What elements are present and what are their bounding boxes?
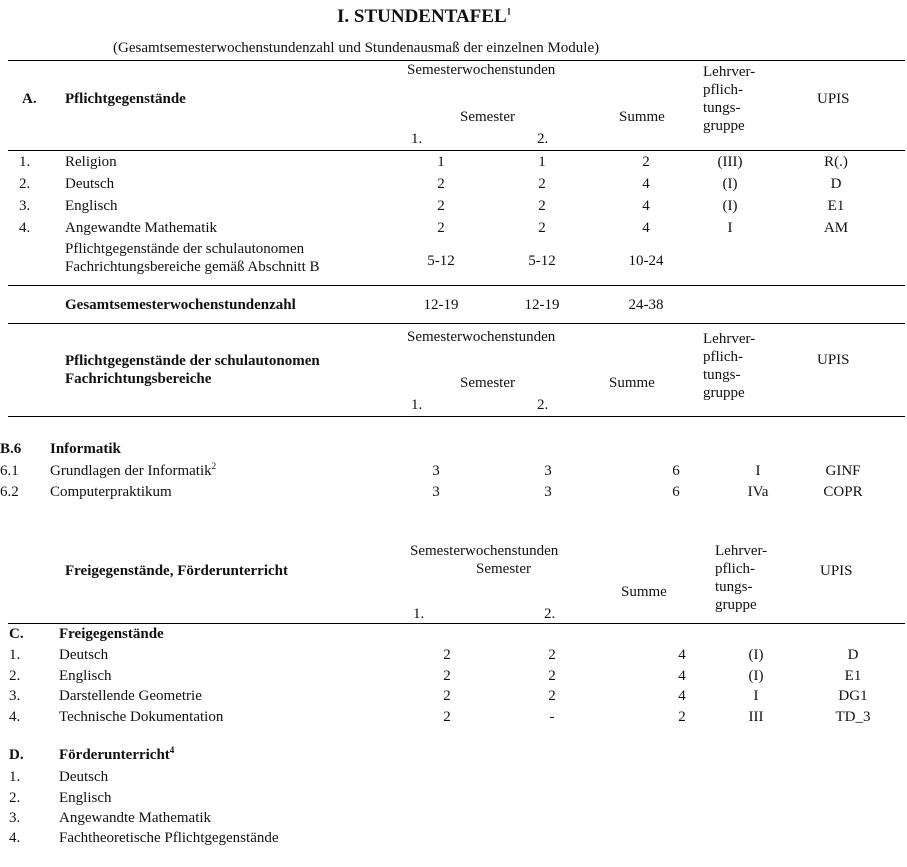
section-b-name: Informatik — [50, 441, 121, 457]
row-num: 2. — [19, 176, 31, 192]
row-name: Englisch — [59, 668, 112, 684]
header-lv-2: pflich- — [703, 82, 743, 98]
header-semester: Semester — [460, 109, 515, 125]
header-lv-1: Lehrver- — [703, 331, 756, 347]
row-upis: E1 — [827, 198, 845, 214]
row-s1: 2 — [443, 668, 451, 684]
header-lv-2: pflich- — [703, 349, 743, 365]
row-lv: (I) — [722, 198, 738, 214]
row-name: Deutsch — [65, 176, 115, 192]
row-num: 4. — [9, 709, 21, 725]
divider — [8, 416, 905, 417]
row-num: 2. — [9, 668, 21, 684]
section-a-title: Pflichtgegenstände — [65, 91, 186, 107]
row-num: 6.2 — [0, 484, 19, 500]
row-s2: 1 — [538, 154, 546, 170]
divider — [8, 285, 905, 286]
row-name: Religion — [65, 154, 117, 170]
item-name: Englisch — [59, 790, 112, 806]
item-num: 2. — [9, 790, 21, 806]
total-s1: 12-19 — [423, 297, 459, 313]
divider — [8, 150, 905, 151]
row-name: Grundlagen der Informatik$^2$ — [50, 461, 217, 479]
row-name: Deutsch — [59, 647, 109, 663]
section-d-title: Förderunterricht$^4$ — [59, 745, 175, 763]
row-sum: 6 — [672, 463, 680, 479]
row-s2: 2 — [538, 176, 546, 192]
header-lv-3: tungs- — [703, 100, 741, 116]
row-s1: 2 — [443, 709, 451, 725]
row-name: Angewandte Mathematik — [65, 220, 218, 236]
row-name-line1: Pflichtgegenstände der schulautonomen — [65, 241, 305, 257]
row-num: 1. — [19, 154, 31, 170]
row-s1: 3 — [432, 484, 440, 500]
section-b-code: B.6 — [0, 441, 22, 457]
item-name: Fachtheoretische Pflichtgegenstände — [59, 830, 279, 846]
row-lv: I — [755, 463, 761, 479]
total-s2: 12-19 — [524, 297, 560, 313]
row-upis: E1 — [844, 668, 862, 684]
section-b-title-line2: Fachrichtungsbereiche — [65, 371, 212, 387]
row-num: 1. — [9, 647, 21, 663]
row-num: 3. — [9, 688, 21, 704]
row-s1: 2 — [443, 688, 451, 704]
row-lv: (I) — [748, 647, 764, 663]
row-sum: 4 — [678, 688, 686, 704]
row-upis: D — [830, 176, 842, 192]
row-name: Englisch — [65, 198, 118, 214]
header-semester: Semester — [476, 561, 531, 577]
row-s1: 5-12 — [427, 253, 455, 269]
row-sum: 4 — [642, 198, 650, 214]
header-lv-3: tungs- — [703, 367, 741, 383]
row-upis: COPR — [823, 484, 863, 500]
row-s2: 2 — [548, 647, 556, 663]
row-lv: IVa — [747, 484, 769, 500]
header-upis: UPIS — [817, 91, 850, 107]
row-num: 6.1 — [0, 463, 19, 479]
header-lv-3: tungs- — [715, 579, 753, 595]
row-s2: 2 — [538, 198, 546, 214]
header-upis: UPIS — [820, 563, 853, 579]
item-name: Angewandte Mathematik — [59, 810, 212, 826]
row-sum: 4 — [678, 647, 686, 663]
row-s2: 2 — [538, 220, 546, 236]
divider — [8, 323, 905, 324]
header-upis: UPIS — [817, 352, 850, 368]
header-sws: Semesterwochenstunden — [410, 543, 559, 559]
header-lv-4: gruppe — [715, 597, 757, 613]
page-subtitle: (Gesamtsemesterwochenstundenzahl und Stundenausmaß der einzelnen Module) — [113, 40, 600, 56]
row-name-line2: Fachrichtungsbereiche gemäß Abschnitt B — [65, 259, 320, 275]
row-name: Technische Dokumentation — [59, 709, 224, 725]
header-lv-2: pflich- — [715, 561, 755, 577]
row-s1: 2 — [443, 647, 451, 663]
row-sum: 2 — [678, 709, 686, 725]
header-sem-1: 1. — [413, 606, 425, 622]
header-lv-1: Lehrver- — [715, 543, 768, 559]
header-summe: Summe — [621, 584, 667, 600]
item-name: Deutsch — [59, 769, 109, 785]
header-sem-2: 2. — [537, 131, 549, 147]
row-lv: (I) — [722, 176, 738, 192]
row-sum: 10-24 — [628, 253, 664, 269]
row-upis: DG1 — [838, 688, 868, 704]
section-c-letter: C. — [9, 626, 24, 642]
row-s2: - — [549, 709, 555, 725]
row-lv: I — [727, 220, 733, 236]
row-lv: (III) — [717, 154, 743, 170]
row-s2: 3 — [544, 463, 552, 479]
row-s1: 2 — [437, 198, 445, 214]
section-a-letter: A. — [22, 91, 37, 107]
row-s1: 1 — [437, 154, 445, 170]
row-s1: 2 — [437, 176, 445, 192]
header-lv-4: gruppe — [703, 118, 745, 134]
total-label: Gesamtsemesterwochenstundenzahl — [65, 297, 296, 313]
row-upis: D — [847, 647, 859, 663]
row-sum: 6 — [672, 484, 680, 500]
header-sws: Semesterwochenstunden — [407, 329, 556, 345]
total-sum: 24-38 — [628, 297, 664, 313]
header-lv-4: gruppe — [703, 385, 745, 401]
row-s1: 3 — [432, 463, 440, 479]
row-sum: 2 — [642, 154, 650, 170]
row-s2: 2 — [548, 688, 556, 704]
header-summe: Summe — [609, 375, 655, 391]
row-upis: GINF — [825, 463, 861, 479]
row-upis: AM — [823, 220, 849, 236]
section-b-title-line1: Pflichtgegenstände der schulautonomen — [65, 353, 320, 369]
row-upis: TD_3 — [835, 709, 871, 725]
row-num: 3. — [19, 198, 31, 214]
row-lv: I — [753, 688, 759, 704]
row-sum: 4 — [642, 176, 650, 192]
row-num: 4. — [19, 220, 31, 236]
header-sem-1: 1. — [411, 397, 423, 413]
row-s2: 3 — [544, 484, 552, 500]
header-sem-2: 2. — [537, 397, 549, 413]
row-sum: 4 — [642, 220, 650, 236]
row-upis: R(.) — [824, 154, 848, 170]
row-lv: III — [748, 709, 764, 725]
section-c-title: Freigegenstände — [59, 626, 164, 642]
header-semester: Semester — [460, 375, 515, 391]
header-lv-1: Lehrver- — [703, 64, 756, 80]
header-sws: Semesterwochenstunden — [407, 62, 556, 78]
header-sem-2: 2. — [544, 606, 556, 622]
divider — [8, 60, 905, 61]
divider — [8, 623, 905, 624]
item-num: 3. — [9, 810, 21, 826]
row-lv: (I) — [748, 668, 764, 684]
item-num: 4. — [9, 830, 21, 846]
page-title: I. STUNDENTAFEL$^1$ — [337, 6, 512, 27]
header-sem-1: 1. — [411, 131, 423, 147]
row-name: Computerpraktikum — [50, 484, 172, 500]
row-s2: 2 — [548, 668, 556, 684]
header-summe: Summe — [619, 109, 665, 125]
section-c-header-title: Freigegenstände, Förderunterricht — [65, 563, 289, 579]
item-num: 1. — [9, 769, 21, 785]
row-s1: 2 — [437, 220, 445, 236]
row-name: Darstellende Geometrie — [59, 688, 202, 704]
row-sum: 4 — [678, 668, 686, 684]
row-s2: 5-12 — [528, 253, 556, 269]
section-d-letter: D. — [9, 747, 24, 763]
